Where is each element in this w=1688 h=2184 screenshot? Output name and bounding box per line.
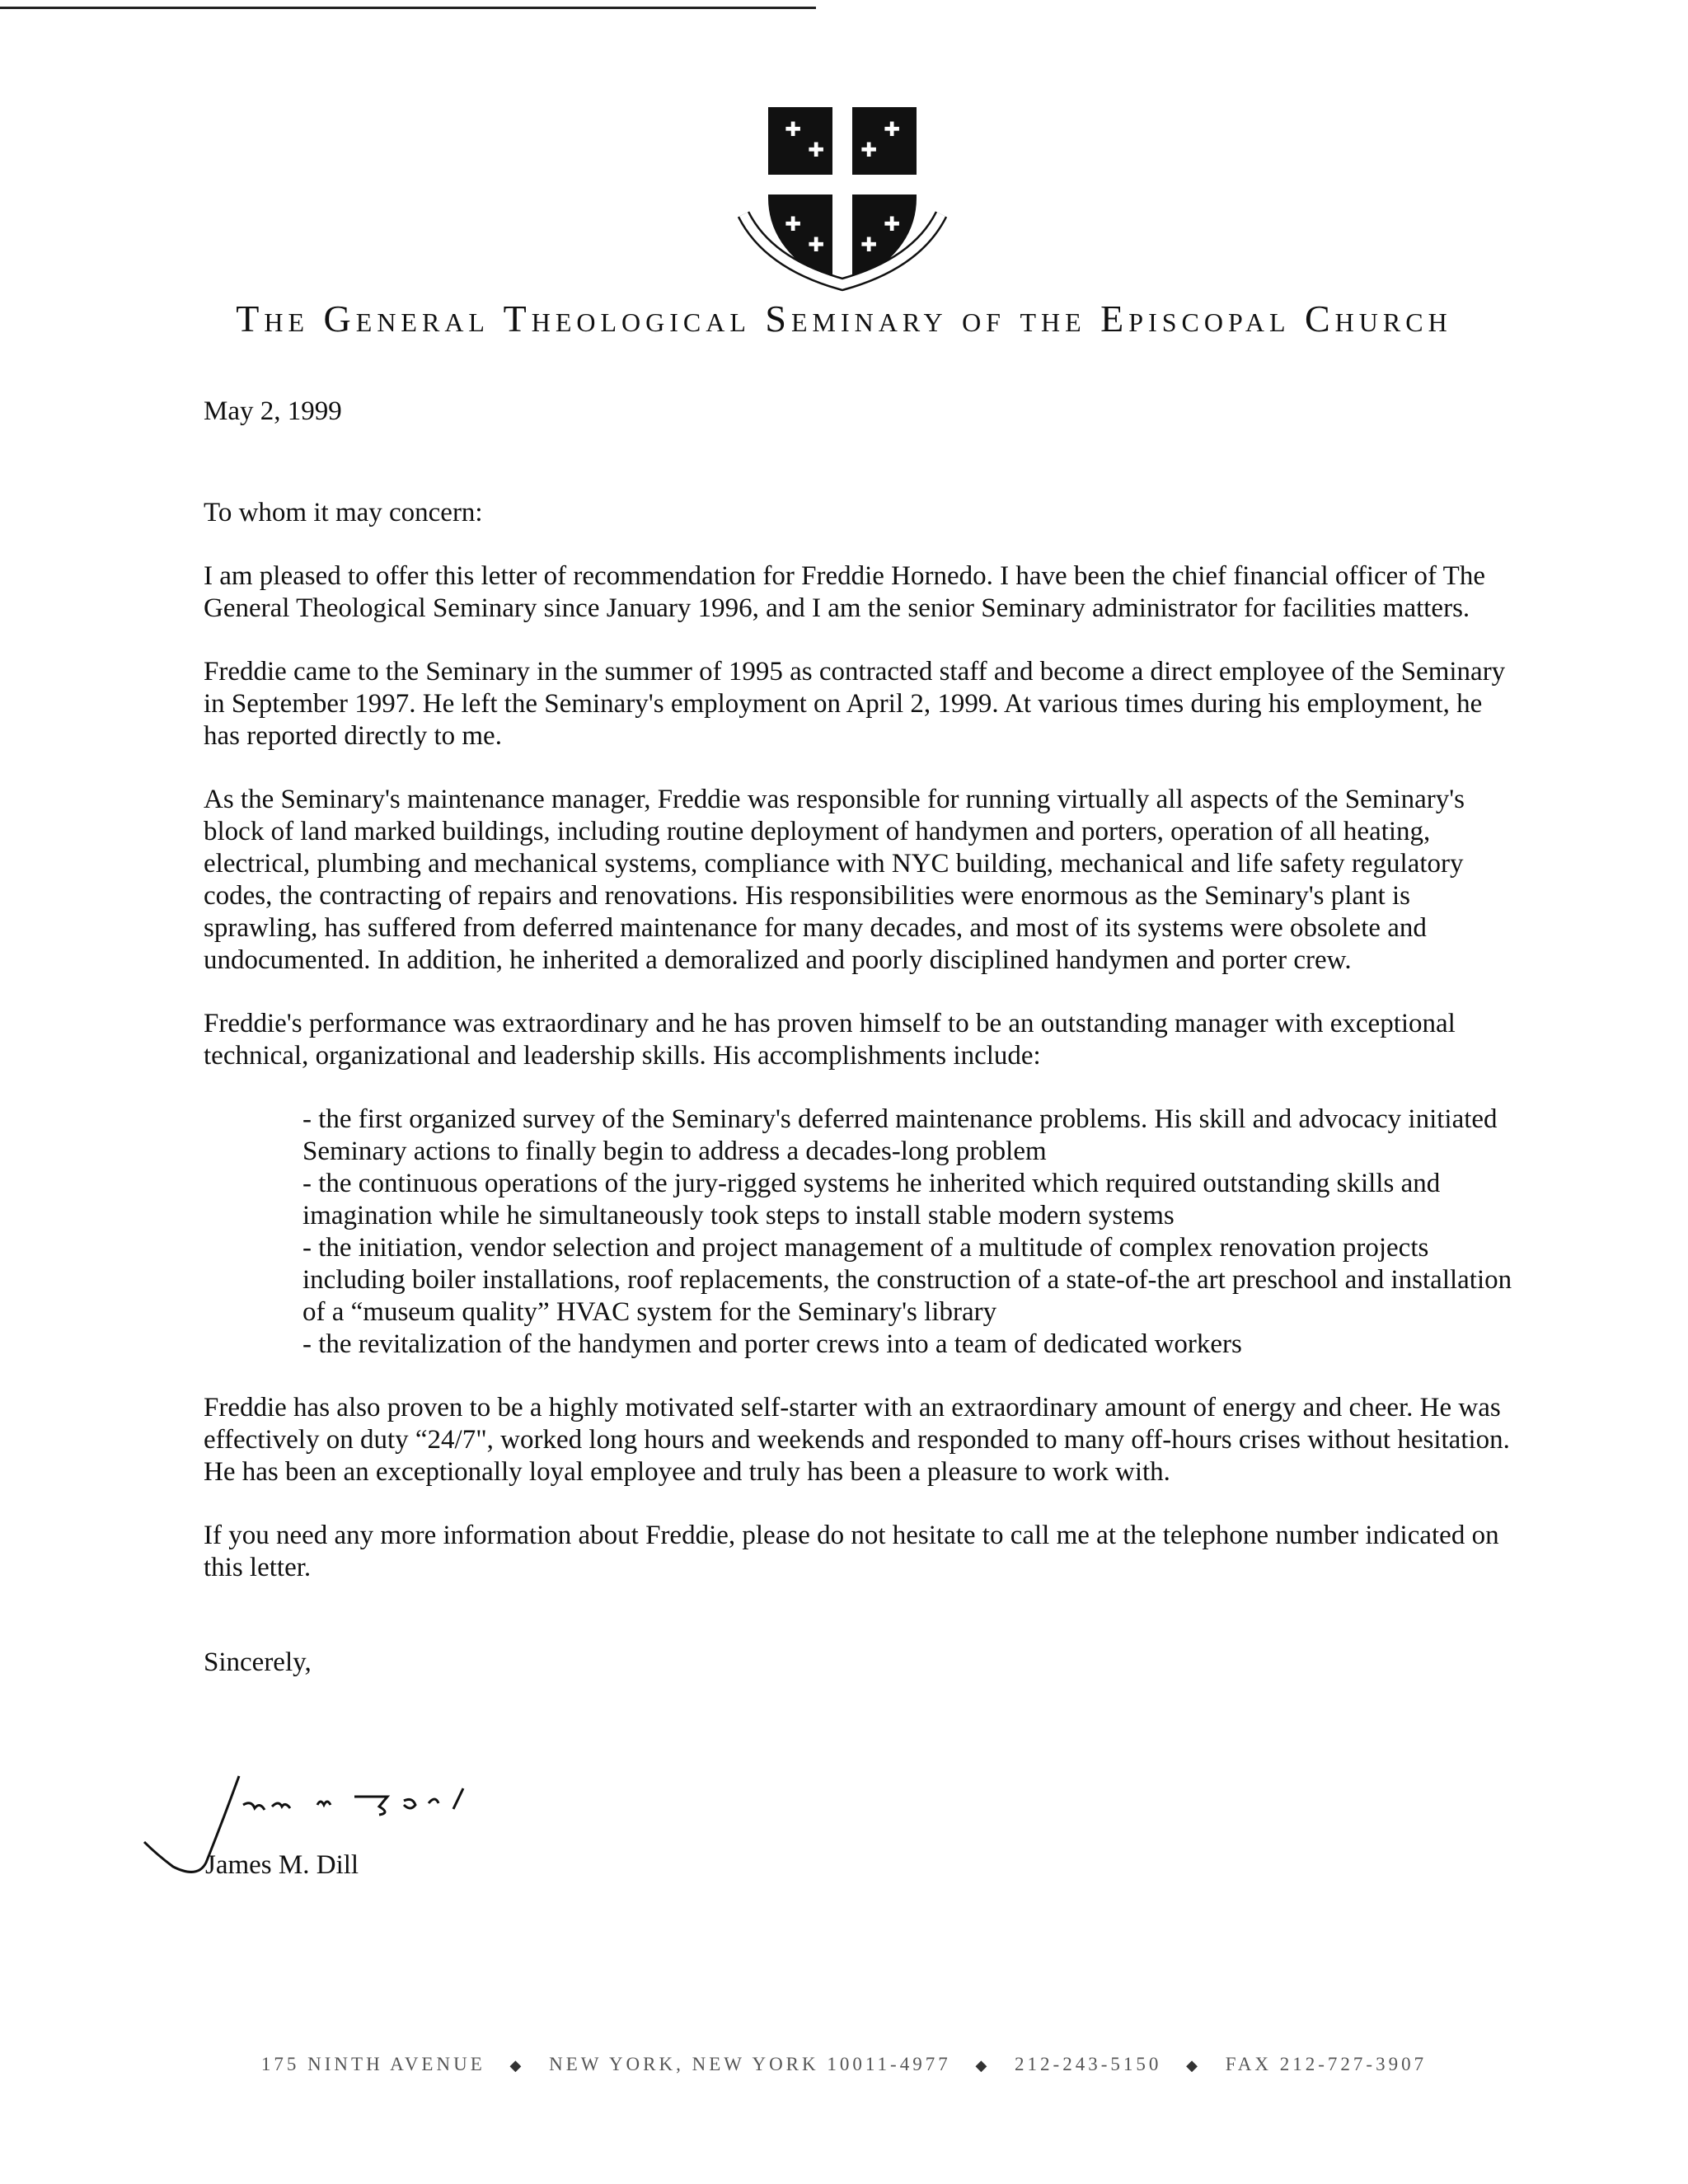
svg-text:✚: ✚ [860,233,878,256]
paragraph-contact: If you need any more information about Freddie, please do not hesitate to call me at the telephone number indicated on this letter. [204,1521,1499,1582]
svg-text:✚: ✚ [883,213,901,236]
list-item: - the initiation, vendor selection and project management of a multitude of complex renovation projects including boiler installations, roof replacements, the construction of a state-of-the art preschool and installation of a “museum quality” HVAC system for the Seminary's library [302,1233,1512,1327]
svg-text:✚: ✚ [883,118,901,141]
diamond-separator-icon: ◆ [509,2057,525,2074]
paragraph-employment: Freddie came to the Seminary in the summer of 1995 as contracted staff and become a direct employee of the Seminary in September 1997. He left the Seminary's employment on April 2, 1999. At various times during his employment, he has reported directly to me. [204,657,1506,751]
list-item: - the continuous operations of the jury-rigged systems he inherited which required outstanding skills and imagination while he simultaneously took steps to install stable modern systems [302,1169,1441,1230]
letterhead-footer [0,2054,1688,2075]
diamond-separator-icon: ◆ [975,2057,991,2074]
svg-text:✚: ✚ [860,138,878,162]
list-item: - the first organized survey of the Seminary's deferred maintenance problems. His skill and advocacy initiated Seminary actions to finally begin to address a decades-long problem [302,1104,1498,1166]
diamond-separator-icon: ◆ [1186,2057,1201,2074]
seminary-crest-icon [735,99,950,297]
svg-text:✚: ✚ [784,118,802,141]
letter-date: May 2, 1999 [204,396,342,426]
svg-text:✚: ✚ [807,233,825,256]
list-item: - the revitalization of the handymen and porter crews into a team of dedicated workers [302,1329,1242,1359]
paragraph-intro: I am pleased to offer this letter of recommendation for Freddie Hornedo. I have been the chief financial officer of The General Theological Seminary since January 1996, and I am the senior Seminary administrator for facilities matters. [204,561,1485,623]
top-rule [0,7,816,9]
signer-name: James M. Dill [205,1850,359,1880]
svg-text:✚: ✚ [807,138,825,162]
letter-body [204,396,1522,1679]
footer-address: 175 NINTH AVENUE [260,2054,485,2074]
accomplishments-list [302,1104,1522,1361]
salutation: To whom it may concern: [204,498,483,527]
paragraph-performance: Freddie's performance was extraordinary and he has proven himself to be an outstanding manager with exceptional technical, organizational and leadership skills. His accomplishments include: [204,1009,1456,1071]
paragraph-responsibilities: As the Seminary's maintenance manager, Freddie was responsible for running virtually all aspects of the Seminary's block of land marked buildings, including routine deployment of handymen and porters, operation of all heating, electrical, plumbing and mechanical systems, compliance with NYC building, mechanical and life safety regulatory codes, the contracting of repairs and renovations. His responsibilities were enormous as the Seminary's plant is sprawling, has suffered from deferred maintenance for many decades, and most of its systems were obsolete and undocumented. In addition, he inherited a demoralized and poorly disciplined handymen and porter crew. [204,785,1465,975]
footer-city: NEW YORK, NEW YORK 10011-4977 [549,2054,951,2074]
paragraph-character: Freddie has also proven to be a highly motivated self-starter with an extraordinary amount of energy and cheer. He was effectively on duty “24/7", worked long hours and weekends and responded to many off-hours crises without hesitation. He has been an exceptionally loyal employee and truly has been a pleasure to work with. [204,1393,1510,1487]
footer-phone: 212-243-5150 [1015,2054,1162,2074]
institution-name: The General Theological Seminary of the Episcopal Church [236,298,1452,340]
closing: Sincerely, [204,1647,312,1677]
footer-fax: FAX 212-727-3907 [1225,2054,1428,2074]
svg-text:✚: ✚ [784,213,802,236]
